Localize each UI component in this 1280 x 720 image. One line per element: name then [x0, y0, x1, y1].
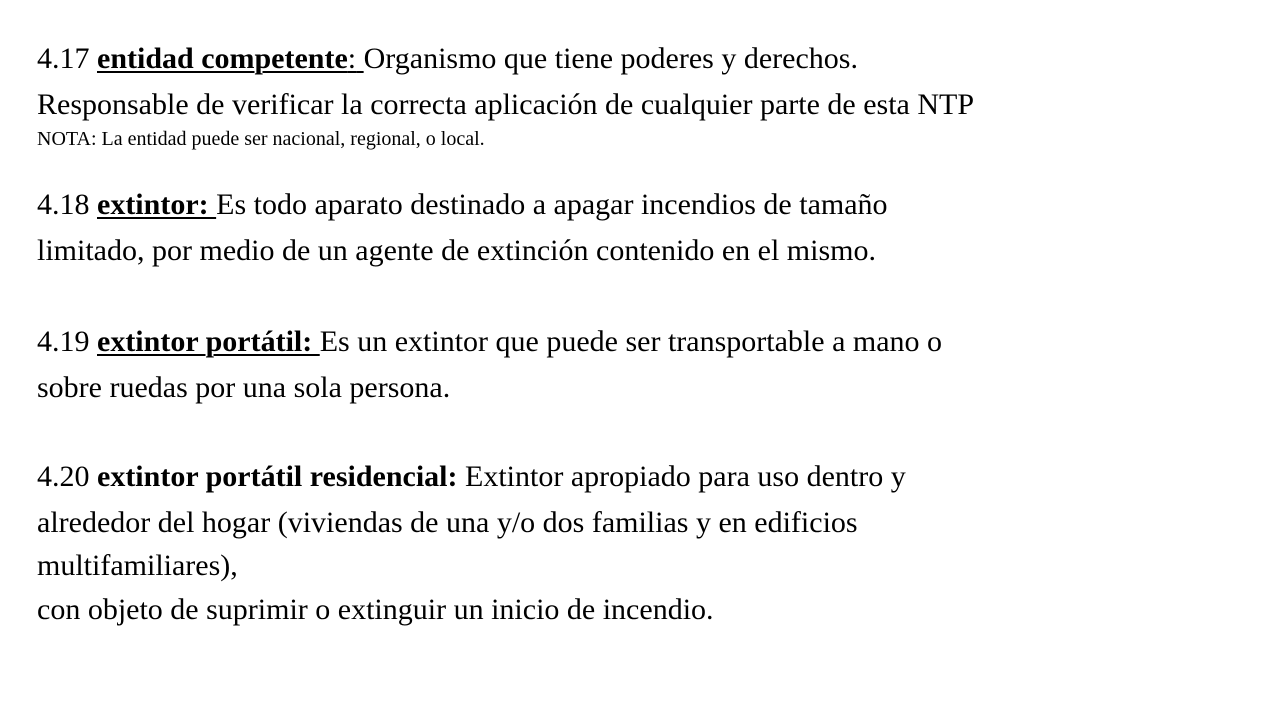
definition-4-17-term: entidad competente	[97, 42, 348, 75]
definition-4-19-text: Es un extintor que puede ser transportable a mano o	[319, 325, 943, 358]
definition-4-19-line-2: sobre ruedas por una sola persona.	[37, 371, 451, 404]
definition-4-18-term: extintor:	[97, 188, 217, 221]
definition-4-17-text: Organismo que tiene poderes y derechos.	[363, 42, 858, 75]
definition-4-17-line-2: Responsable de verificar la correcta aplicación de cualquier parte de esta NTP	[37, 88, 975, 121]
definition-4-17-note: NOTA: La entidad puede ser nacional, regional, o local.	[37, 128, 485, 150]
definition-4-17-colon: :	[347, 42, 357, 75]
definition-4-20-line-3: multifamiliares),	[37, 549, 238, 582]
definition-4-18-line-1	[37, 185, 888, 225]
definition-4-19-number: 4.19	[37, 325, 97, 358]
definition-4-17-line-1	[37, 39, 858, 79]
definition-4-18-line-2: limitado, por medio de un agente de extinción contenido en el mismo.	[37, 234, 876, 267]
definition-4-20-line-1	[37, 457, 906, 497]
definition-4-17-number: 4.17	[37, 42, 97, 75]
definition-4-20-line-4: con objeto de suprimir o extinguir un inicio de incendio.	[37, 593, 714, 626]
definition-4-19-line-1	[37, 322, 942, 362]
definition-4-17-space	[356, 42, 364, 75]
definition-4-20-term: extintor portátil residencial:	[97, 460, 458, 493]
definition-4-20-text: Extintor apropiado para uso dentro y	[457, 460, 906, 493]
definition-4-20-number: 4.20	[37, 460, 97, 493]
definition-4-19-term: extintor portátil:	[97, 325, 320, 358]
definition-4-18-text: Es todo aparato destinado a apagar incendios de tamaño	[216, 188, 888, 221]
definition-4-18-number: 4.18	[37, 188, 97, 221]
definition-4-20-line-2: alrededor del hogar (viviendas de una y/o dos familias y en edificios	[37, 506, 858, 539]
